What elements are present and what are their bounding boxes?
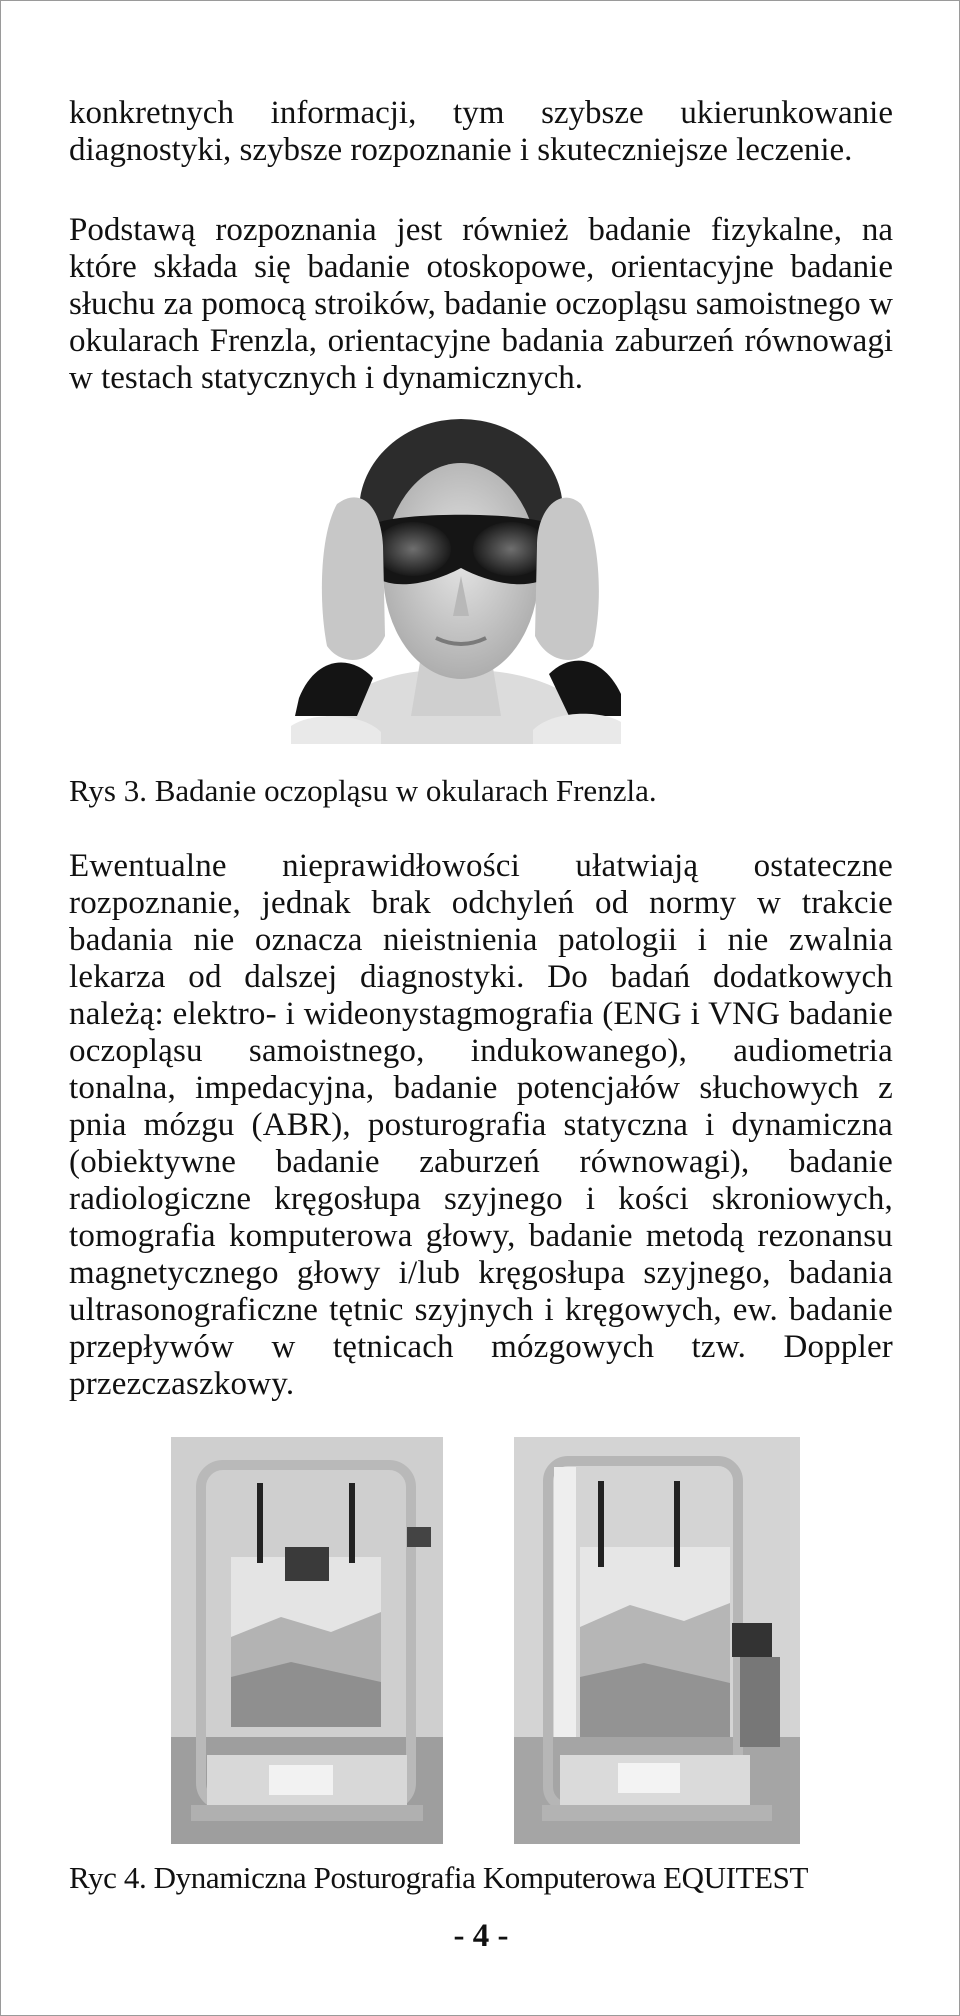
paragraph-additional-tests: Ewentualne nieprawidłowości ułatwiają ostateczne rozpoznanie, jednak brak odchyleń od normy w trakcie badania nie oznacza nieistnienia patologii i nie zwalnia lekarza od dalszej diagnostyki. Do badań dodatkowych należą: elektro- i wideonystagmografia (ENG i VNG badanie oczopląsu samoistnego, indukowanego), audiometria tonalna, impedacyjna, badanie potencjałów słuchowych z pnia mózgu (ABR), posturografia statyczna i dynamiczna (obiektywne badanie zaburzeń równowagi), badanie radiologiczne kręgosłupa szyjnego i kości skroniowych, tomografia komputerowa głowy, badanie metodą rezonansu magnetycznego głowy i/lub kręgosłupa szyjnego, badania ultrasonograficzne tętnic szyjnych i kręgowych, ew. badanie przepływów w tętnicach mózgowych tzw. Doppler przezczaszkowy. — [69, 848, 893, 1402]
frenzel-glasses-photo — [291, 416, 621, 744]
figure-3-caption: Rys 3. Badanie oczopląsu w okularach Frenzla. — [69, 773, 657, 808]
posturography-device-right — [514, 1437, 800, 1844]
paragraph-physical-exam: Podstawą rozpoznania jest również badanie fizykalne, na które składa się badanie otoskopowe, orientacyjne badanie słuchu za pomocą stroików, badanie oczopląsu samoistnego w okularach Frenzla, orientacyjne badania zaburzeń równowagi w testach statycznych i dynamicznych. — [69, 212, 893, 396]
posturography-device-left — [171, 1437, 443, 1844]
figure-4-caption: Ryc 4. Dynamiczna Posturografia Komputerowa EQUITEST — [69, 1860, 808, 1895]
page-number: - 4 - — [453, 1918, 509, 1954]
equitest-photo-left — [171, 1437, 443, 1844]
equitest-photo-right — [514, 1437, 800, 1844]
paragraph-intro: konkretnych informacji, tym szybsze ukierunkowanie diagnostyki, szybsze rozpoznanie i skuteczniejsze leczenie. — [69, 95, 893, 168]
patient-illustration — [291, 416, 621, 744]
